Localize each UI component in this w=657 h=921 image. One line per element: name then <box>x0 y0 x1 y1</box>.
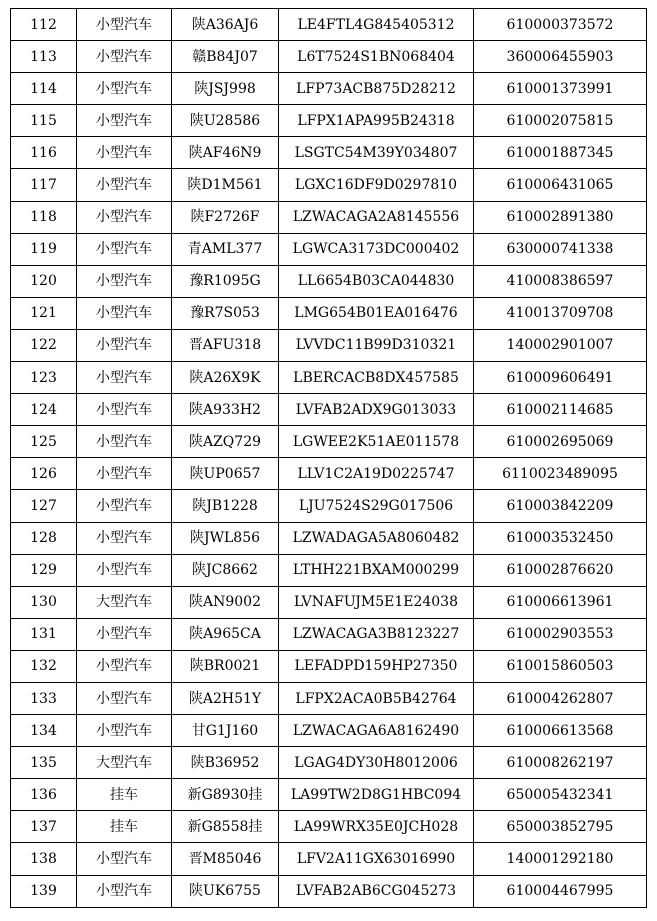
vehicle-type-cell: 小型汽车 <box>77 233 172 265</box>
plate-number-cell: 陕A965CA <box>172 618 279 650</box>
row-number-cell: 128 <box>11 522 77 554</box>
vin-cell: LL6654B03CA044830 <box>279 265 474 297</box>
plate-number-cell: 青AML377 <box>172 233 279 265</box>
row-number-cell: 135 <box>11 747 77 779</box>
table-row <box>11 490 647 522</box>
id-number-cell: 610002695069 <box>474 426 647 458</box>
vehicle-type-cell: 小型汽车 <box>77 875 172 907</box>
plate-number-cell: 陕A933H2 <box>172 394 279 426</box>
table-row <box>11 265 647 297</box>
table-row <box>11 779 647 811</box>
row-number-cell: 138 <box>11 843 77 875</box>
vin-cell: LZWACAGA6A8162490 <box>279 715 474 747</box>
vehicle-type-cell: 小型汽车 <box>77 9 172 41</box>
vin-cell: LA99TW2D8G1HBC094 <box>279 779 474 811</box>
id-number-cell: 610004467995 <box>474 875 647 907</box>
vehicle-type-cell: 小型汽车 <box>77 41 172 73</box>
table-row <box>11 105 647 137</box>
row-number-cell: 134 <box>11 715 77 747</box>
vehicle-type-cell: 小型汽车 <box>77 297 172 329</box>
vehicle-type-cell: 小型汽车 <box>77 650 172 682</box>
vin-cell: LTHH221BXAM000299 <box>279 554 474 586</box>
vehicle-type-cell: 挂车 <box>77 779 172 811</box>
table-row <box>11 650 647 682</box>
plate-number-cell: 陕A2H51Y <box>172 682 279 714</box>
row-number-cell: 116 <box>11 137 77 169</box>
id-number-cell: 610015860503 <box>474 650 647 682</box>
id-number-cell: 610002876620 <box>474 554 647 586</box>
vehicle-type-cell: 小型汽车 <box>77 522 172 554</box>
row-number-cell: 119 <box>11 233 77 265</box>
table-row <box>11 169 647 201</box>
vehicle-type-cell: 挂车 <box>77 811 172 843</box>
vin-cell: LFP73ACB875D28212 <box>279 73 474 105</box>
table-body <box>11 9 647 908</box>
id-number-cell: 610001887345 <box>474 137 647 169</box>
plate-number-cell: 陕UP0657 <box>172 458 279 490</box>
table-row <box>11 233 647 265</box>
table-row <box>11 394 647 426</box>
vehicle-type-cell: 小型汽车 <box>77 329 172 361</box>
row-number-cell: 131 <box>11 618 77 650</box>
vin-cell: LA99WRX35E0JCH028 <box>279 811 474 843</box>
vehicle-type-cell: 小型汽车 <box>77 265 172 297</box>
table-row <box>11 137 647 169</box>
vin-cell: LGWCA3173DC000402 <box>279 233 474 265</box>
row-number-cell: 123 <box>11 362 77 394</box>
table-row <box>11 362 647 394</box>
vehicle-type-cell: 小型汽车 <box>77 201 172 233</box>
id-number-cell: 610002075815 <box>474 105 647 137</box>
table-row <box>11 682 647 714</box>
plate-number-cell: 豫R1095G <box>172 265 279 297</box>
table-row <box>11 458 647 490</box>
vehicle-type-cell: 大型汽车 <box>77 747 172 779</box>
plate-number-cell: 晋AFU318 <box>172 329 279 361</box>
vin-cell: LZWACAGA2A8145556 <box>279 201 474 233</box>
id-number-cell: 610002114685 <box>474 394 647 426</box>
table-row <box>11 811 647 843</box>
plate-number-cell: 陕JWL856 <box>172 522 279 554</box>
plate-number-cell: 赣B84J07 <box>172 41 279 73</box>
vehicle-type-cell: 小型汽车 <box>77 715 172 747</box>
table-row <box>11 554 647 586</box>
plate-number-cell: 陕JSJ998 <box>172 73 279 105</box>
id-number-cell: 610004262807 <box>474 682 647 714</box>
vehicle-type-cell: 小型汽车 <box>77 362 172 394</box>
vin-cell: L6T7524S1BN068404 <box>279 41 474 73</box>
plate-number-cell: 陕B36952 <box>172 747 279 779</box>
vin-cell: LFV2A11GX63016990 <box>279 843 474 875</box>
id-number-cell: 610006613961 <box>474 586 647 618</box>
row-number-cell: 113 <box>11 41 77 73</box>
plate-number-cell: 甘G1J160 <box>172 715 279 747</box>
vin-cell: LVVDC11B99D310321 <box>279 329 474 361</box>
row-number-cell: 132 <box>11 650 77 682</box>
table-row <box>11 329 647 361</box>
plate-number-cell: 陕AZQ729 <box>172 426 279 458</box>
vin-cell: LFPX1APA995B24318 <box>279 105 474 137</box>
vin-cell: LGWEE2K51AE011578 <box>279 426 474 458</box>
table-row <box>11 715 647 747</box>
plate-number-cell: 陕JB1228 <box>172 490 279 522</box>
table-row <box>11 426 647 458</box>
id-number-cell: 410013709708 <box>474 297 647 329</box>
id-number-cell: 610009606491 <box>474 362 647 394</box>
table-row <box>11 522 647 554</box>
vehicle-table <box>10 8 647 908</box>
id-number-cell: 360006455903 <box>474 41 647 73</box>
row-number-cell: 139 <box>11 875 77 907</box>
id-number-cell: 610006431065 <box>474 169 647 201</box>
table-row <box>11 843 647 875</box>
id-number-cell: 610002891380 <box>474 201 647 233</box>
plate-number-cell: 陕U28586 <box>172 105 279 137</box>
id-number-cell: 610006613568 <box>474 715 647 747</box>
row-number-cell: 133 <box>11 682 77 714</box>
id-number-cell: 630000741338 <box>474 233 647 265</box>
table-row <box>11 73 647 105</box>
vin-cell: LLV1C2A19D0225747 <box>279 458 474 490</box>
id-number-cell: 410008386597 <box>474 265 647 297</box>
row-number-cell: 126 <box>11 458 77 490</box>
vehicle-type-cell: 小型汽车 <box>77 169 172 201</box>
vin-cell: LZWADAGA5A8060482 <box>279 522 474 554</box>
plate-number-cell: 陕D1M561 <box>172 169 279 201</box>
vehicle-type-cell: 小型汽车 <box>77 137 172 169</box>
row-number-cell: 114 <box>11 73 77 105</box>
plate-number-cell: 陕F2726F <box>172 201 279 233</box>
plate-number-cell: 晋M85046 <box>172 843 279 875</box>
vin-cell: LJU7524S29G017506 <box>279 490 474 522</box>
row-number-cell: 130 <box>11 586 77 618</box>
plate-number-cell: 陕A26X9K <box>172 362 279 394</box>
vehicle-type-cell: 小型汽车 <box>77 426 172 458</box>
vin-cell: LBERCACB8DX457585 <box>279 362 474 394</box>
table-row <box>11 297 647 329</box>
id-number-cell: 140001292180 <box>474 843 647 875</box>
table-row <box>11 9 647 41</box>
id-number-cell: 650003852795 <box>474 811 647 843</box>
vin-cell: LSGTC54M39Y034807 <box>279 137 474 169</box>
vehicle-type-cell: 小型汽车 <box>77 682 172 714</box>
row-number-cell: 136 <box>11 779 77 811</box>
plate-number-cell: 陕A36AJ6 <box>172 9 279 41</box>
id-number-cell: 610008262197 <box>474 747 647 779</box>
id-number-cell: 610000373572 <box>474 9 647 41</box>
table-row <box>11 747 647 779</box>
plate-number-cell: 新G8930挂 <box>172 779 279 811</box>
vehicle-type-cell: 小型汽车 <box>77 843 172 875</box>
plate-number-cell: 陕BR0021 <box>172 650 279 682</box>
vehicle-type-cell: 小型汽车 <box>77 105 172 137</box>
id-number-cell: 610001373991 <box>474 73 647 105</box>
vin-cell: LZWACAGA3B8123227 <box>279 618 474 650</box>
row-number-cell: 115 <box>11 105 77 137</box>
row-number-cell: 122 <box>11 329 77 361</box>
id-number-cell: 610003532450 <box>474 522 647 554</box>
vin-cell: LE4FTL4G845405312 <box>279 9 474 41</box>
id-number-cell: 6110023489095 <box>474 458 647 490</box>
vehicle-type-cell: 小型汽车 <box>77 490 172 522</box>
vehicle-type-cell: 小型汽车 <box>77 394 172 426</box>
vehicle-type-cell: 小型汽车 <box>77 458 172 490</box>
vehicle-type-cell: 小型汽车 <box>77 618 172 650</box>
vin-cell: LMG654B01EA016476 <box>279 297 474 329</box>
plate-number-cell: 新G8558挂 <box>172 811 279 843</box>
table-row <box>11 618 647 650</box>
row-number-cell: 120 <box>11 265 77 297</box>
row-number-cell: 137 <box>11 811 77 843</box>
table-row <box>11 875 647 907</box>
id-number-cell: 610003842209 <box>474 490 647 522</box>
vin-cell: LVFAB2AB6CG045273 <box>279 875 474 907</box>
id-number-cell: 610002903553 <box>474 618 647 650</box>
table-row <box>11 41 647 73</box>
plate-number-cell: 陕AN9002 <box>172 586 279 618</box>
plate-number-cell: 陕UK6755 <box>172 875 279 907</box>
row-number-cell: 117 <box>11 169 77 201</box>
plate-number-cell: 陕JC8662 <box>172 554 279 586</box>
table-row <box>11 201 647 233</box>
row-number-cell: 112 <box>11 9 77 41</box>
row-number-cell: 124 <box>11 394 77 426</box>
vehicle-type-cell: 大型汽车 <box>77 586 172 618</box>
row-number-cell: 118 <box>11 201 77 233</box>
vehicle-type-cell: 小型汽车 <box>77 73 172 105</box>
plate-number-cell: 陕AF46N9 <box>172 137 279 169</box>
row-number-cell: 125 <box>11 426 77 458</box>
id-number-cell: 140002901007 <box>474 329 647 361</box>
vin-cell: LVFAB2ADX9G013033 <box>279 394 474 426</box>
plate-number-cell: 豫R7S053 <box>172 297 279 329</box>
id-number-cell: 650005432341 <box>474 779 647 811</box>
vin-cell: LGXC16DF9D0297810 <box>279 169 474 201</box>
row-number-cell: 127 <box>11 490 77 522</box>
vin-cell: LFPX2ACA0B5B42764 <box>279 682 474 714</box>
vin-cell: LVNAFUJM5E1E24038 <box>279 586 474 618</box>
row-number-cell: 121 <box>11 297 77 329</box>
table-row <box>11 586 647 618</box>
vin-cell: LGAG4DY30H8012006 <box>279 747 474 779</box>
vehicle-type-cell: 小型汽车 <box>77 554 172 586</box>
row-number-cell: 129 <box>11 554 77 586</box>
vin-cell: LEFADPD159HP27350 <box>279 650 474 682</box>
